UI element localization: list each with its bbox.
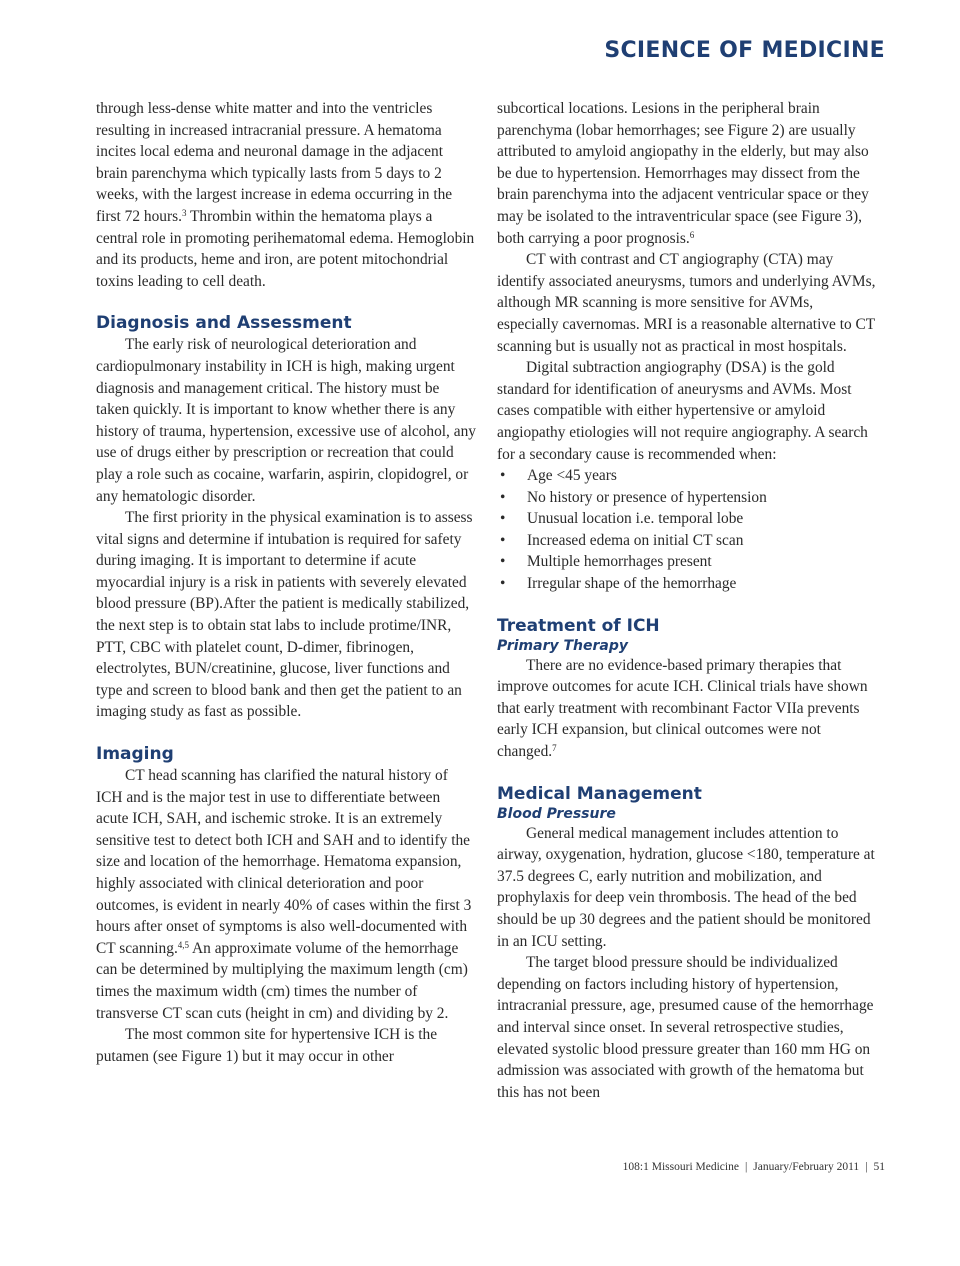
- paragraph: There are no evidence-based primary therapies that improve outcomes for acute ICH. Clinical trials have shown that early treatment with recombinant Factor VIIa prevents early ICH expansion, but clinical outcomes were not changed.$^7$: [497, 656, 868, 761]
- list-item: • Multiple hemorrhages present: [497, 551, 877, 573]
- paragraph: The first priority in the physical examination is to assess vital signs and determine if intubation is required for safety during imaging. It is important to determine if acute myocardial injury is a risk in patients with severely elevated blood pressure (BP).After the patient is medically stabilized, the next step is to obtain stat labs to include protime/INR, PTT, CBC with platelet count, D-dimer, fibrinogen, electrolytes, BUN/creatinine, glucose, liver functions and type and screen to blood bank and then get the patient to an imaging study as fast as possible.: [96, 509, 473, 721]
- footer-separator: |: [865, 1161, 868, 1173]
- subheading-primary-therapy: Primary Therapy: [497, 637, 628, 654]
- bullet-icon: •: [500, 488, 506, 506]
- paragraph: CT with contrast and CT angiography (CTA) may identify associated aneurysms, tumors and underlying AVMs, although MR scanning is more sensitive for AVMs, especially cavernomas. MRI is a reasonable alternative to CT scanning but is usually not as practical in most hospitals.: [497, 251, 876, 355]
- heading-treatment: Treatment of ICH: [497, 615, 660, 636]
- paragraph: The most common site for hypertensive ICH is the putamen (see Figure 1) but it may occur in other: [96, 1026, 438, 1065]
- heading-medical-management: Medical Management: [497, 783, 702, 804]
- right-column: [497, 98, 877, 1103]
- heading-diagnosis: Diagnosis and Assessment: [96, 313, 352, 334]
- bullet-icon: •: [500, 531, 506, 549]
- list-item: • Unusual location i.e. temporal lobe: [497, 508, 877, 530]
- list-item: • Age <45 years: [497, 465, 877, 487]
- bullet-icon: •: [500, 510, 506, 528]
- page-number: 51: [873, 1161, 885, 1173]
- issue-date: January/February 2011: [753, 1161, 860, 1173]
- section-header: SCIENCE OF MEDICINE: [604, 38, 885, 63]
- bullet-icon: •: [500, 553, 506, 571]
- paragraph: CT head scanning has clarified the natural history of ICH and is the major test in use to differentiate between acute ICH, SAH, and ischemic stroke. It is an extremely sensitive test to detect both ICH and SAH and to identify the size and location of the hemorrhage. Hematoma expansion, highly associated with clinical deterioration and poor outcomes, is evident in nearly 40% of cases within the first 3 hours after onset of symptoms is also well-documented with CT scanning.$^{4,5}$ An approximate volume of the hemorrhage can be determined by multiplying the maximum length (cm) times the maximum width (cm) times the number of transverse CT scan cuts (height in cm) and dividing by 2.: [96, 767, 472, 1022]
- paragraph: The early risk of neurological deterioration and cardiopulmonary instability in ICH is high, making urgent diagnosis and management critical. The history must be taken quickly. It is important to know whether there is any history of trauma, hypertension, excessive use of alcohol, any use of drugs either by prescription or recreation that could play a role such as cocaine, warfarin, aspirin, clopidogrel, or any hematologic disorder.: [96, 336, 476, 505]
- bullet-icon: •: [500, 575, 506, 593]
- paragraph: Digital subtraction angiography (DSA) is the gold standard for identification of aneurysms and AVMs. Most cases compatible with either hypertensive or amyloid angiopathy etiologies will not require angiography. A search for a secondary cause is recommended when:: [497, 359, 868, 463]
- paragraph: subcortical locations. Lesions in the peripheral brain parenchyma (lobar hemorrhages; see Figure 2) are usually attributed to amyloid angiopathy in the elderly, but may also be due to hypertension. Hemorrhages may dissect from the brain parenchyma into the adjacent ventricular space or they may be isolated to the intraventricular space (see Figure 3), both carrying a poor prognosis.$^6$: [497, 100, 869, 247]
- footer-separator: |: [744, 1161, 748, 1173]
- subheading-blood-pressure: Blood Pressure: [497, 805, 616, 822]
- journal-name: 108:1 Missouri Medicine: [622, 1161, 739, 1173]
- page-footer: [623, 1161, 885, 1173]
- heading-imaging: Imaging: [96, 744, 174, 765]
- left-column: [96, 98, 476, 1067]
- criteria-list: [497, 465, 877, 595]
- paragraph: The target blood pressure should be individualized depending on factors including history of hypertension, intracranial pressure, age, presumed cause of the hemorrhage and interval since onset. In several retrospective studies, elevated systolic blood pressure greater than 160 mm HG on admission was associated with growth of the hematoma but this has not been: [497, 954, 874, 1101]
- bullet-icon: •: [500, 467, 506, 485]
- list-item: • Increased edema on initial CT scan: [497, 530, 877, 552]
- list-item: • No history or presence of hypertension: [497, 487, 877, 509]
- paragraph: General medical management includes attention to airway, oxygenation, hydration, glucose <180, temperature at 37.5 degrees C, early nutrition and mobilization, and prophylaxis for deep vein thrombosis. The head of the bed should be up 30 degrees and the patient should be monitored in an ICU setting.: [497, 824, 875, 950]
- paragraph: through less-dense white matter and into the ventricles resulting in increased intracranial pressure. A hematoma incites local edema and neuronal damage in the adjacent brain parenchyma which typically lasts from 5 days to 2 weeks, with the largest increase in edema occurring in the first 72 hours.$^3$ Thrombin within the hematoma plays a central role in promoting perihematomal edema. Hemoglobin and its products, heme and iron, are potent mitochondrial toxins leading to cell death.: [96, 100, 475, 290]
- list-item: • Irregular shape of the hemorrhage: [497, 573, 877, 595]
